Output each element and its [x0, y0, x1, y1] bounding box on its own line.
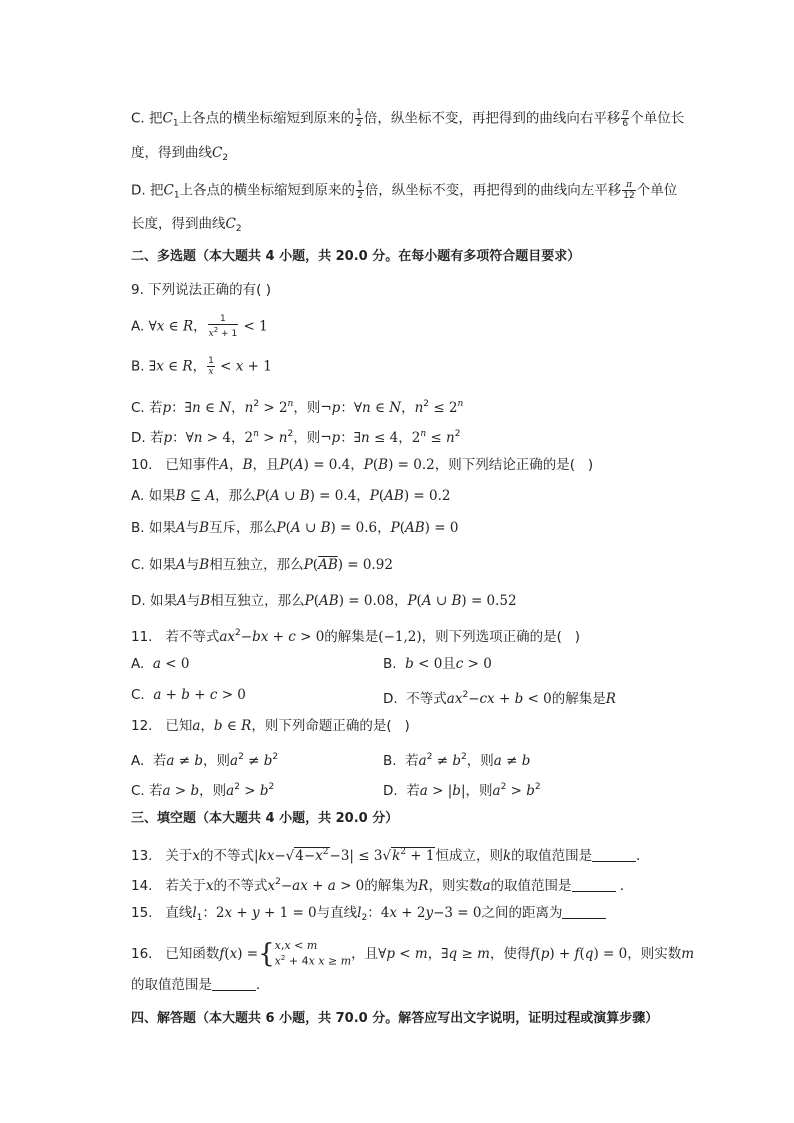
- q13-stem: 13. 关于x的不等式$|kx-√4-x^2-3| \le 3√k^2 + 1$恒成立，则k的取值范围是 ．: [131, 847, 650, 864]
- q11-option-d: D. 不等式$ax^2-cx + b < 0$的解集是R: [383, 690, 616, 707]
- q10-option-a: A. 如果B ⊆ A，那么P(A ∪ B) = 0.4，P(AB) = 0.2: [131, 488, 451, 504]
- q12-option-c: C. 若a > b，则$a^2 > b^2$: [131, 782, 275, 799]
- q16-stem-line1: 16. 已知函数f(x) ={x,x < m $x^2 + 4x$ x ≥ m，且∀p < m，∃q ≥ m，使得f(p) + f(q) = 0，则实数m: [131, 938, 695, 969]
- q12-option-a: A. 若a ≠ b，则$a^2 \ne b^2$: [131, 752, 279, 769]
- q11-stem: 11. 若不等式$ax^2-bx + c > 0$的解集是(−1,2)，则下列选项正确的是( ): [131, 628, 581, 645]
- q11-option-c: C. a + b + c > 0: [131, 687, 246, 703]
- q10-option-c: C. 如果A与B相互独立，那么$P(\overline{A}\overline{B}) = 0.92$: [131, 557, 393, 573]
- q9-option-d: D. 若p：∀n > 4，$2^n > n^2$，则¬p：∃n ≤ 4，$2^n \le n^2$: [131, 429, 461, 446]
- q11-option-b: B. b < 0且c > 0: [383, 656, 492, 672]
- q9-option-b: B. ∃x ∈ R， $\frac{1}{x}$ < x + 1: [131, 356, 272, 377]
- q10-stem: 10. 已知事件A，B，且P(A) = 0.4，P(B) = 0.2，则下列结论正确的是( ): [131, 457, 594, 473]
- q10-option-b: B. 如果A与B互斥，那么P(A ∪ B) = 0.6，P(AB) = 0: [131, 520, 459, 536]
- q14-stem: 14. 若关于x的不等式$x^2-ax + a > 0$的解集为R，则实数a的取值范围是 ．: [131, 877, 634, 894]
- q16-answer-blank[interactable]: [212, 976, 256, 991]
- q12-option-d: D. 若a > |b|，则$a^2 > b^2$: [383, 782, 541, 799]
- q9-option-a: A. ∀x ∈ R， $\frac{1}{x^2 + 1}$ < 1: [131, 314, 268, 339]
- q13-answer-blank[interactable]: [592, 847, 636, 862]
- q10-option-d: D. 如果A与B相互独立，那么P(AB) = 0.08，P(A ∪ B) = 0.52: [131, 593, 517, 609]
- q15-answer-blank[interactable]: [562, 904, 606, 919]
- q8-option-c-line2: 度，得到曲线$C_2$: [131, 145, 229, 163]
- q14-answer-blank[interactable]: [572, 877, 616, 892]
- q8-option-d-line1: D. 把$C_1$上各点的横坐标缩短到原来的 $\frac{1}{2}$ 倍，纵坐标不变，再把得到的曲线向左平移 $\frac{\pi}{12}$ 个单位: [131, 180, 678, 201]
- q15-stem: 15. 直线$l_1$：2x + y + 1 = 0与直线$l_2$：4x + 2y−3 = 0之间的距离为: [131, 903, 606, 928]
- q9-option-c: C. 若p：∃n ∈ N，$n^2 > 2^n$，则¬p：∀n ∈ N，$n^2 \le 2^n$: [131, 399, 464, 416]
- section-3-heading: 三、填空题（本大题共 4 小题，共 20.0 分）: [131, 811, 399, 826]
- section-2-heading: 二、多选题（本大题共 4 小题，共 20.0 分。在每小题有多项符合题目要求）: [131, 249, 581, 264]
- q9-stem: 9. 下列说法正确的有( ): [131, 282, 271, 298]
- q12-stem: 12. 已知a，b ∈ R，则下列命题正确的是( ): [131, 718, 410, 734]
- section-4-heading: 四、解答题（本大题共 6 小题，共 70.0 分。解答应写出文字说明，证明过程或演算步骤）: [131, 1011, 659, 1026]
- q12-option-b: B. 若$a^2 \ne b^2$，则a ≠ b: [383, 752, 531, 769]
- q11-option-a: A. a < 0: [131, 656, 190, 672]
- q8-option-c-line1: C. 把$C_1$上各点的横坐标缩短到原来的 $\frac{1}{2}$ 倍，纵坐标不变，再把得到的曲线向右平移 $\frac{\pi}{6}$ 个单位长: [131, 108, 685, 129]
- q8-option-d-line2: 长度，得到曲线$C_2$: [131, 216, 242, 234]
- q16-stem-line2: 的取值范围是 ．: [131, 977, 270, 993]
